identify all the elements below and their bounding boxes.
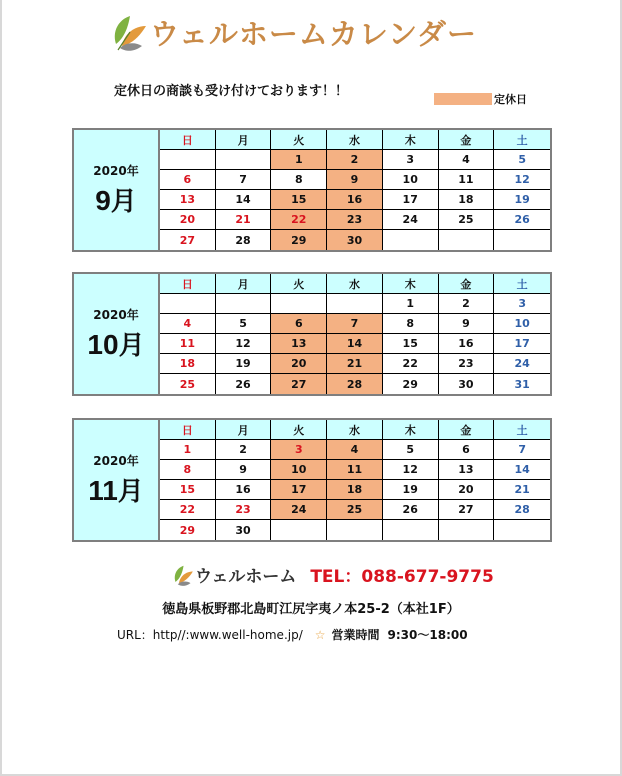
calendar-day: 14: [327, 334, 383, 354]
calendar-month-number: 9: [95, 185, 111, 216]
calendar-day: 30: [439, 374, 495, 394]
phone-prefix: TEL：: [310, 567, 362, 587]
calendar-day: 15: [271, 190, 327, 210]
calendar-day: 5: [383, 440, 439, 460]
calendar-day: 24: [271, 500, 327, 520]
calendar-day: 19: [494, 190, 550, 210]
calendar-day: 5: [494, 150, 550, 170]
calendar-grid: [160, 274, 550, 394]
footer-company-name: ウェルホーム: [195, 567, 297, 587]
weekday-header: 水: [327, 274, 383, 294]
calendar-day: 7: [494, 440, 550, 460]
page-border-left: [0, 0, 2, 776]
calendar-day: 31: [514, 377, 530, 391]
calendar-empty-cell: [327, 520, 383, 540]
calendar-day: 4: [327, 440, 383, 460]
calendar-day: 8: [383, 314, 439, 334]
calendar-empty-cell: [383, 520, 439, 540]
calendar-empty-cell: [271, 520, 327, 540]
calendar-day: 17: [383, 190, 439, 210]
calendar-year: 2020年: [93, 164, 139, 178]
weekday-header: 木: [383, 274, 439, 294]
calendar-day: 12: [216, 334, 272, 354]
calendar-day: 30: [327, 230, 383, 250]
calendar-day: 26: [494, 210, 550, 230]
calendar-empty-cell: [494, 230, 550, 250]
page-title: ウェルホームカレンダー: [150, 16, 477, 51]
calendar-month-suffix: 月: [117, 477, 144, 507]
calendar-day: 8: [271, 170, 327, 190]
calendar-empty-cell: [160, 294, 216, 314]
calendar-day: 10: [494, 314, 550, 334]
calendar-day: 24: [383, 210, 439, 230]
calendar-day: 29: [271, 230, 327, 250]
calendar-empty-cell: [494, 520, 550, 540]
leaf-logo-icon: [172, 563, 194, 587]
calendar-day: 22: [383, 354, 439, 374]
calendar-day: 9: [216, 460, 272, 480]
calendar-november: [72, 418, 552, 542]
weekday-header: 月: [216, 130, 272, 150]
calendar-day: 8: [160, 460, 216, 480]
weekday-header: 火: [271, 420, 327, 440]
calendar-day: 11: [327, 460, 383, 480]
page-header: [110, 10, 477, 54]
calendar-day: 3: [494, 294, 550, 314]
calendar-day: 2: [216, 440, 272, 460]
calendar-day: 22: [271, 210, 327, 230]
calendar-empty-cell: [383, 230, 439, 250]
calendar-day: 9: [439, 314, 495, 334]
calendar-day: 25: [160, 374, 216, 394]
calendar-empty-cell: [271, 294, 327, 314]
weekday-header: 日: [160, 420, 216, 440]
calendar-month-suffix: 月: [110, 187, 137, 217]
calendar-day: 19: [383, 480, 439, 500]
calendar-day: 9: [327, 170, 383, 190]
calendar-day: 12: [494, 170, 550, 190]
footer-address: 徳島県板野郡北島町江尻字夷ノ本25-2（本社1F）: [162, 602, 460, 617]
calendar-day: 29: [383, 374, 439, 394]
calendar-day: 10: [271, 460, 327, 480]
phone-number: 088-677-9775: [361, 567, 494, 587]
calendar-day: 4: [160, 314, 216, 334]
calendar-empty-cell: [439, 230, 495, 250]
calendar-day: 16: [216, 480, 272, 500]
calendar-day: 29: [160, 520, 216, 540]
calendar-day: 27: [160, 230, 216, 250]
calendar-empty-cell: [216, 294, 272, 314]
calendar-day: 6: [271, 314, 327, 334]
holiday-note: 定休日の商談も受け付けております！！: [114, 84, 349, 99]
calendar-month: [87, 325, 144, 362]
calendar-day: 20: [439, 480, 495, 500]
calendar-day: 10: [383, 170, 439, 190]
calendar-september: [72, 128, 552, 252]
calendar-empty-cell: [160, 150, 216, 170]
calendar-day: 26: [216, 374, 272, 394]
calendar-day: 30: [216, 520, 272, 540]
weekday-header: 金: [439, 274, 495, 294]
calendar-day: 17: [271, 480, 327, 500]
calendar-day: 24: [494, 354, 550, 374]
calendar-day: 5: [216, 314, 272, 334]
calendar-month-number: 10: [87, 329, 119, 360]
calendar-day: 25: [439, 210, 495, 230]
calendar-day: 20: [160, 210, 216, 230]
footer-phone: [310, 562, 493, 587]
weekday-header: 土: [494, 420, 550, 440]
calendar-day: 7: [216, 170, 272, 190]
calendar-grid: [160, 420, 550, 540]
calendar-day: 6: [160, 170, 216, 190]
weekday-header: 月: [216, 420, 272, 440]
weekday-header: 日: [160, 130, 216, 150]
calendar-day: 11: [160, 334, 216, 354]
weekday-header: 日: [160, 274, 216, 294]
calendar-grid: [160, 130, 550, 250]
calendar-day: 3: [271, 440, 327, 460]
calendar-day: 3: [383, 150, 439, 170]
calendar-day: 13: [439, 460, 495, 480]
calendar-month: [95, 181, 137, 218]
weekday-header: 土: [494, 274, 550, 294]
footer-url-line: [117, 626, 468, 643]
weekday-header: 月: [216, 274, 272, 294]
calendar-year: 2020年: [93, 454, 139, 468]
calendar-day: 23: [216, 500, 272, 520]
calendar-day: 20: [271, 354, 327, 374]
calendar-day: 27: [271, 374, 327, 394]
weekday-header: 金: [439, 420, 495, 440]
calendar-day: 28: [216, 230, 272, 250]
weekday-header: 火: [271, 274, 327, 294]
calendar-day: 15: [160, 480, 216, 500]
calendar-day: 14: [216, 190, 272, 210]
weekday-header: 木: [383, 130, 439, 150]
calendar-day: 15: [383, 334, 439, 354]
calendar-day: 11: [439, 170, 495, 190]
business-hours-label: 営業時間: [331, 628, 380, 642]
weekday-header: 水: [327, 420, 383, 440]
calendar-day: 28: [494, 500, 550, 520]
star-icon: ☆: [314, 627, 326, 642]
weekday-header: 土: [494, 130, 550, 150]
calendar-day: 23: [327, 210, 383, 230]
calendar-day: 23: [439, 354, 495, 374]
calendar-day: 21: [327, 354, 383, 374]
calendar-day: 16: [327, 190, 383, 210]
calendar-day: 22: [160, 500, 216, 520]
calendar-day: 18: [439, 190, 495, 210]
calendar-day: 7: [327, 314, 383, 334]
weekday-header: 木: [383, 420, 439, 440]
calendar-day: 28: [327, 374, 383, 394]
calendar-october: [72, 272, 552, 396]
calendar-year: 2020年: [93, 308, 139, 322]
calendar-day: 6: [439, 440, 495, 460]
website-link[interactable]: URL：http//:www.well-home.jp/: [117, 628, 303, 642]
calendar-day: 26: [383, 500, 439, 520]
calendar-day: 18: [327, 480, 383, 500]
calendar-day: 13: [271, 334, 327, 354]
weekday-header: 水: [327, 130, 383, 150]
calendar-day: 1: [383, 294, 439, 314]
calendar-month-number: 11: [88, 475, 118, 506]
calendar-empty-cell: [216, 150, 272, 170]
calendar-day: 14: [494, 460, 550, 480]
calendar-month: [88, 471, 144, 508]
calendar-empty-cell: [439, 520, 495, 540]
calendar-day: 21: [216, 210, 272, 230]
calendar-day: 13: [160, 190, 216, 210]
calendar-day: 1: [271, 150, 327, 170]
calendar-day: 2: [439, 294, 495, 314]
legend-label: 定休日: [494, 93, 527, 106]
legend-swatch: [434, 93, 492, 105]
calendar-day: 12: [383, 460, 439, 480]
calendar-month-suffix: 月: [118, 331, 145, 361]
calendar-day: 4: [439, 150, 495, 170]
calendar-month-panel: [74, 420, 160, 540]
calendar-day: 17: [494, 334, 550, 354]
calendar-day: 16: [439, 334, 495, 354]
calendar-month-panel: [74, 130, 160, 250]
calendar-day: 1: [160, 440, 216, 460]
business-hours: 9:30～18:00: [387, 628, 468, 642]
calendar-day: 25: [327, 500, 383, 520]
calendar-day: 27: [439, 500, 495, 520]
legend: [434, 91, 527, 107]
calendar-day: 21: [494, 480, 550, 500]
weekday-header: 火: [271, 130, 327, 150]
weekday-header: 金: [439, 130, 495, 150]
calendar-day: 19: [216, 354, 272, 374]
calendar-day: 2: [327, 150, 383, 170]
footer-logo: [172, 562, 494, 587]
leaf-logo-icon: [110, 12, 148, 52]
calendar-day: 18: [160, 354, 216, 374]
calendar-month-panel: [74, 274, 160, 394]
calendar-empty-cell: [327, 294, 383, 314]
